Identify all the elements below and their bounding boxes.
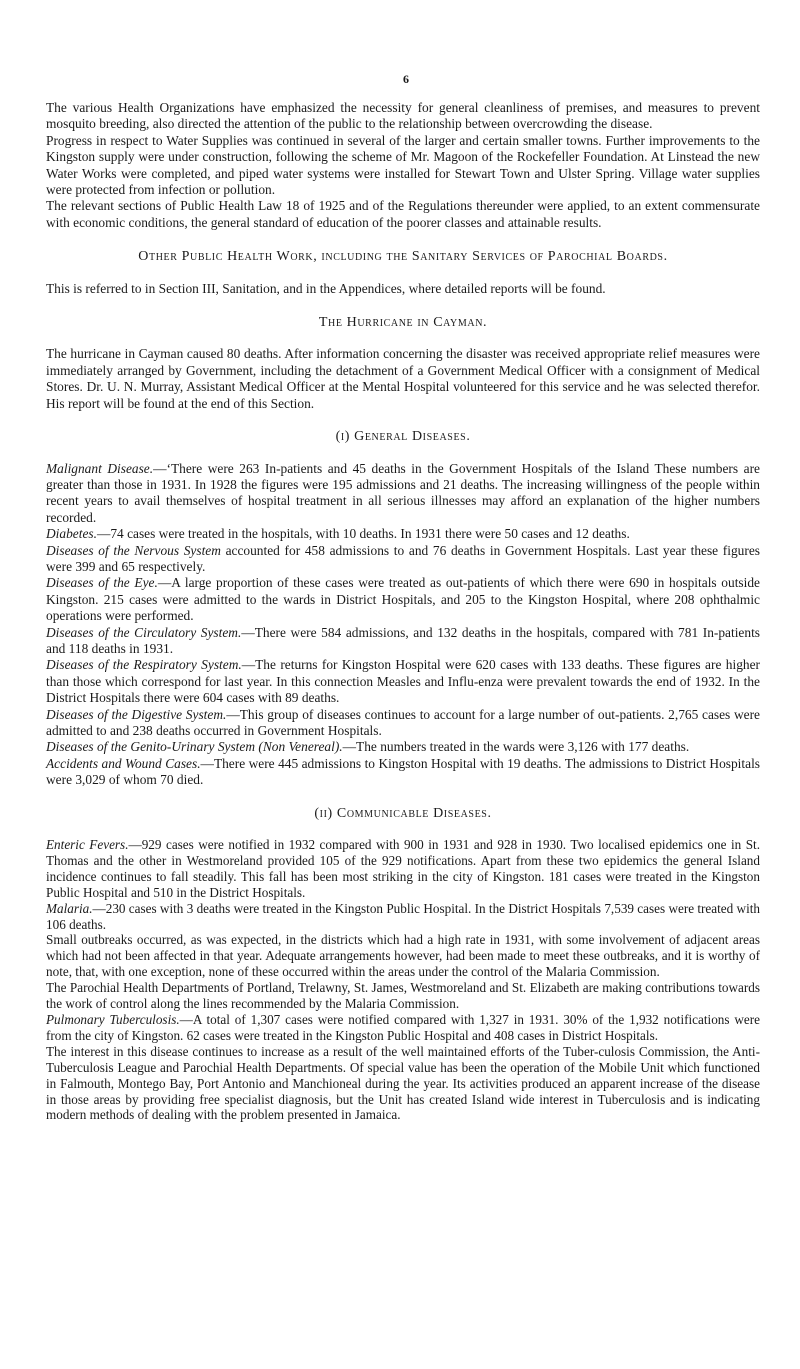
general-item-text: —There were 584 admissions, and 132 deaths in the hospitals, compared with 781 In-patients and 118 deaths in 1931. <box>46 624 760 656</box>
tuberculosis-text: —A total of 1,307 cases were notified compared with 1,327 in 1931. 30% of the 1,932 notifications were from the city of Kingston. 62 cases were treated in the Kingston Public Hospital and 408 cases in District Hospitals. <box>46 1012 760 1043</box>
enteric-fevers-title: Enteric Fevers. <box>46 837 129 853</box>
intro-paragraph-3: The relevant sections of Public Health Law 18 of 1925 and of the Regulations thereunder were applied, to an extent commensurate with economic conditions, the general standard of education of the poorer classes and attainable results. <box>46 198 760 230</box>
general-item-text: —The numbers treated in the wards were 3,126 with 177 deaths. <box>342 739 690 755</box>
general-item-title: Diseases of the Digestive System. <box>46 706 227 722</box>
malaria-title: Malaria. <box>46 900 93 916</box>
page-number: 6 <box>403 72 409 86</box>
general-item-text: —A large proportion of these cases were treated as out-patients of which there were 690 in hospitals outside Kingston. 215 cases were admitted to the wards in District Hospitals, and 205 to the Kingston Hospital, where 208 ophthalmic operations were performed. <box>46 575 760 624</box>
general-item-nervous <box>46 543 760 576</box>
hurricane-heading: The Hurricane in Cayman. <box>318 315 488 331</box>
communicable-diseases-heading: (ii) Communicable Diseases. <box>314 805 492 821</box>
page-content <box>46 100 760 1123</box>
general-item-accidents <box>46 756 760 789</box>
general-item-text: —‘There were 263 In-patients and 45 deaths in the Government Hospitals of the Island These numbers are greater than those in 1931. In 1928 the figures were 195 admissions and 21 deaths. The increasing willingness of the people within recent years to avail themselves of hospital treatment in all serious illnesses may afford an explanation of the higher numbers recorded. <box>46 460 760 525</box>
tuberculosis-paragraph <box>46 1012 760 1044</box>
intro-paragraph-2: Progress in respect to Water Supplies was continued in several of the larger and certain smaller towns. Further improvements to the Kingston supply were under construction, following the scheme of Mr. Magoon of the Rockefeller Foundation. At Linstead the new Water Works were completed, and piped water systems were installed for Stewart Town and Ulster Spring. Village water supplies were protected from infection or pollution. <box>46 132 760 198</box>
enteric-fevers-text: —929 cases were notified in 1932 compared with 900 in 1931 and 928 in 1930. Two localised epidemics one in St. Thomas and the other in Westmoreland provided 105 of the 929 notifications. Apart from these two epidemics the general Island incidence continues to fall steadily. This fall has been most striking in the city of Kingston. 181 cases were treated in the Kingston Public Hospital and 510 in the District Hospitals. <box>46 837 761 900</box>
malaria-outbreaks-paragraph: Small outbreaks occurred, as was expected, in the districts which had a high rate in 1931, with some involvement of adjacent areas which had not been affected in that year. Adequate arrangements however, had been made to meet these outbreaks, and it is worthy of note, that, with one exception, none of these occurred within the areas under the control of the Malaria Commission. <box>46 932 760 980</box>
malaria-paragraph <box>46 901 760 933</box>
general-item-circulatory <box>46 625 760 658</box>
general-item-title: Accidents and Wound Cases. <box>46 755 201 771</box>
general-item-title: Malignant Disease. <box>46 460 154 476</box>
general-item-text: —This group of diseases continues to account for a large number of out-patients. 2,765 cases were admitted to and 238 deaths occurred in Government Hospitals. <box>46 706 760 738</box>
general-item-malignant <box>46 461 760 527</box>
other-work-text: This is referred to in Section III, Sanitation, and in the Appendices, where detailed reports will be found. <box>46 280 606 296</box>
general-item-respiratory <box>46 657 760 706</box>
general-item-text: accounted for 458 admissions to and 76 deaths in Government Hospitals. Last year these figures were 399 and 65 respectively. <box>46 542 760 574</box>
enteric-fevers-paragraph <box>46 837 760 901</box>
general-item-text: —There were 445 admissions to Kingston Hospital with 19 deaths. The admissions to District Hospitals were 3,029 of whom 70 died. <box>46 755 761 788</box>
general-item-text: —The returns for Kingston Hospital were 620 cases with 133 deaths. These figures are higher than those which correspond for last year. In this connection Measles and Influ-enza were prevalent towards the end of 1932. In the District Hospitals there were 604 cases with 89 deaths. <box>46 657 760 706</box>
general-item-text: —74 cases were treated in the hospitals, with 10 deaths. In 1931 there were 50 cases and 12 deaths. <box>96 526 630 542</box>
tuberculosis-title: Pulmonary Tuberculosis. <box>46 1012 180 1027</box>
general-item-genito-urinary <box>46 739 760 755</box>
general-item-title: Diseases of the Respiratory System. <box>46 657 242 673</box>
general-item-title: Diseases of the Circulatory System. <box>46 624 242 640</box>
general-item-digestive <box>46 707 760 740</box>
general-item-title: Diseases of the Genito-Urinary System (Non Venereal). <box>46 739 343 755</box>
malaria-text: —230 cases with 3 deaths were treated in the Kingston Public Hospital. In the District Hospitals 7,539 cases were treated with 106 deaths. <box>46 900 760 932</box>
general-item-title: Diseases of the Eye. <box>46 575 158 591</box>
general-diseases-heading: (i) General Diseases. <box>335 429 471 445</box>
general-item-title: Diabetes. <box>46 526 97 542</box>
tuberculosis-interest-paragraph: The interest in this disease continues to increase as a result of the well maintained efforts of the Tuber-culosis Commission, the Anti-Tuberculosis League and Parochial Health Departments. Of special value has been the operation of the Mobile Unit which functioned in Falmouth, Montego Bay, Port Antonio and Manchioneal during the year. Its activities produced an apparent increase of the disease in those areas by providing free specialist diagnosis, but the Unit has created Island wide interest in Tuberculosis and is indicating modern methods of dealing with the problem presented in Jamaica. <box>46 1043 760 1123</box>
general-item-diabetes <box>46 526 760 542</box>
communicable-section <box>46 837 760 1123</box>
intro-paragraph-1: The various Health Organizations have emphasized the necessity for general cleanliness of premises, and measures to prevent mosquito breeding, also directed the attention of the public to the relationship between overcrowding the disease. <box>46 100 760 132</box>
general-item-eye <box>46 575 760 624</box>
parochial-health-paragraph: The Parochial Health Departments of Portland, Trelawny, St. James, Westmoreland and St. Elizabeth are making contributions towards the work of control along the lines recommended by the Malaria Commission. <box>46 980 760 1012</box>
other-work-heading: Other Public Health Work, including the Sanitary Services of Parochial Boards. <box>138 249 668 265</box>
hurricane-text: The hurricane in Cayman caused 80 deaths. After information concerning the disaster was received appropriate relief measures were immediately arranged by Government, including the detachment of a Government Medical Officer with a consignment of Medical Stores. Dr. U. N. Murray, Assistant Medical Officer at the Mental Hospital volunteered for this service and he was selected therefor. His report will be found at the end of this Section. <box>46 346 760 411</box>
general-item-title: Diseases of the Nervous System <box>46 542 221 558</box>
